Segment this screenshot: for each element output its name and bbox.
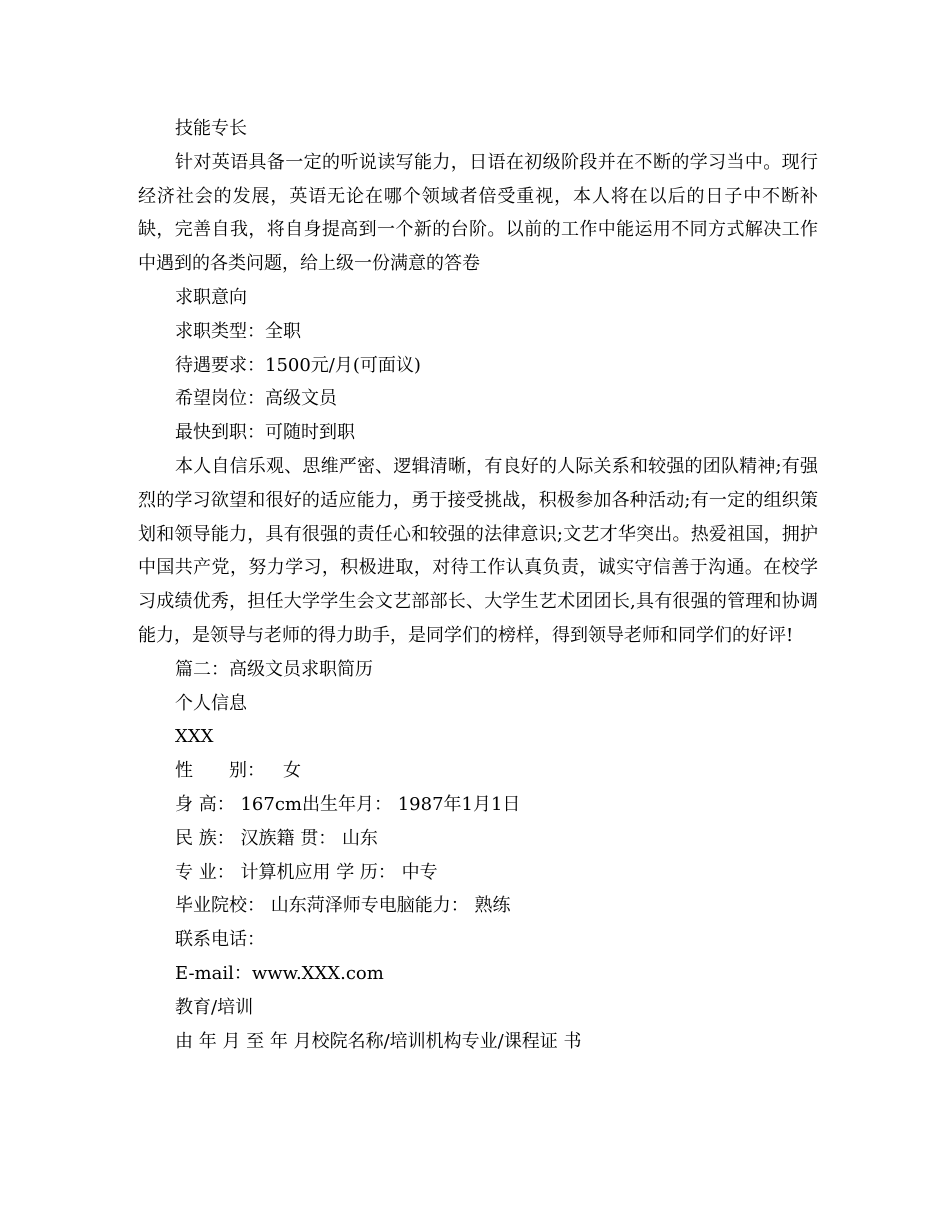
gender-label: 性 [175,760,193,782]
paragraph-skills: 针对英语具备一定的听说读写能力，日语在初级阶段并在不断的学习当中。现行经济社会的发展，英语无论在哪个领域者倍受重视，本人将在以后的日子中不断补缺，完善自我，将自身提高到一个新的台阶。以前的工作中能运用不同方式解决工作中遇到的各类问题，给上级一份满意的答卷 [138,151,818,275]
ethnic-origin-line [138,822,818,856]
heading-personal-info: 个人信息 [175,692,247,714]
height-label: 身 高： [175,793,235,815]
school-value: 山东菏泽师专 [270,895,379,917]
gender-value: 女 [283,760,301,782]
school-computer-line [138,889,818,923]
height-value: 167cm [240,793,302,815]
heading-intention: 求职意向 [175,286,247,308]
ethnic-label: 民 族： [175,827,235,849]
heading-skills: 技能专长 [175,118,247,139]
email-line: E-mail：www.XXX.com [175,962,384,984]
birth-label: 出生年月： [301,793,392,815]
ethnic-value: 汉族 [240,827,277,849]
computer-label: 电脑能力： [378,895,469,917]
position-line: 希望岗位：高级文员 [175,388,337,410]
availability-line: 最快到职：可随时到职 [175,422,355,444]
name-line: XXX [175,726,214,748]
origin-label: 籍 贯： [276,827,337,849]
paragraph-self-evaluation: 本人自信乐观、思维严密、逻辑清晰，有良好的人际关系和较强的团队精神;有强烈的学习欲望和很好的适应能力，勇于接受挑战，积极参加各种活动;有一定的组织策划和领导能力，具有很强的责任心和较强的法律意识;文艺才华突出。热爱祖国，拥护中国共产党，努力学习，积极进取，对待工作认真负责，诚实守信善于沟通。在校学习成绩优秀，担任大学学生会文艺部部长、大学生艺术团团长,具有很强的管理和协调能力，是领导与老师的得力助手，是同学们的榜样，得到领导老师和同学们的好评! [138,455,818,646]
birth-value: 1987年1月1日 [397,793,521,815]
heading-education: 教育/培训 [175,996,254,1018]
major-label: 专 业： [175,861,235,883]
education-table-header: 由 年 月 至 年 月校院名称/培训机构专业/课程证 书 [175,1030,582,1052]
gender-label-2: 别： [229,760,265,782]
job-type-line: 求职类型：全职 [175,320,301,342]
edu-label: 学 历： [336,861,396,883]
salary-line: 待遇要求：1500元/月(可面议) [175,354,421,376]
school-label: 毕业院校： [175,895,265,917]
major-value: 计算机应用 [240,861,331,883]
gender-line [138,754,818,788]
section2-title: 篇二：高级文员求职简历 [175,658,373,680]
origin-value: 山东 [341,827,378,849]
phone-line: 联系电话： [175,929,265,951]
document-body [138,112,818,1058]
edu-value: 中专 [401,861,438,883]
major-edu-line [138,856,818,890]
computer-value: 熟练 [474,895,511,917]
height-birth-line [138,788,818,822]
